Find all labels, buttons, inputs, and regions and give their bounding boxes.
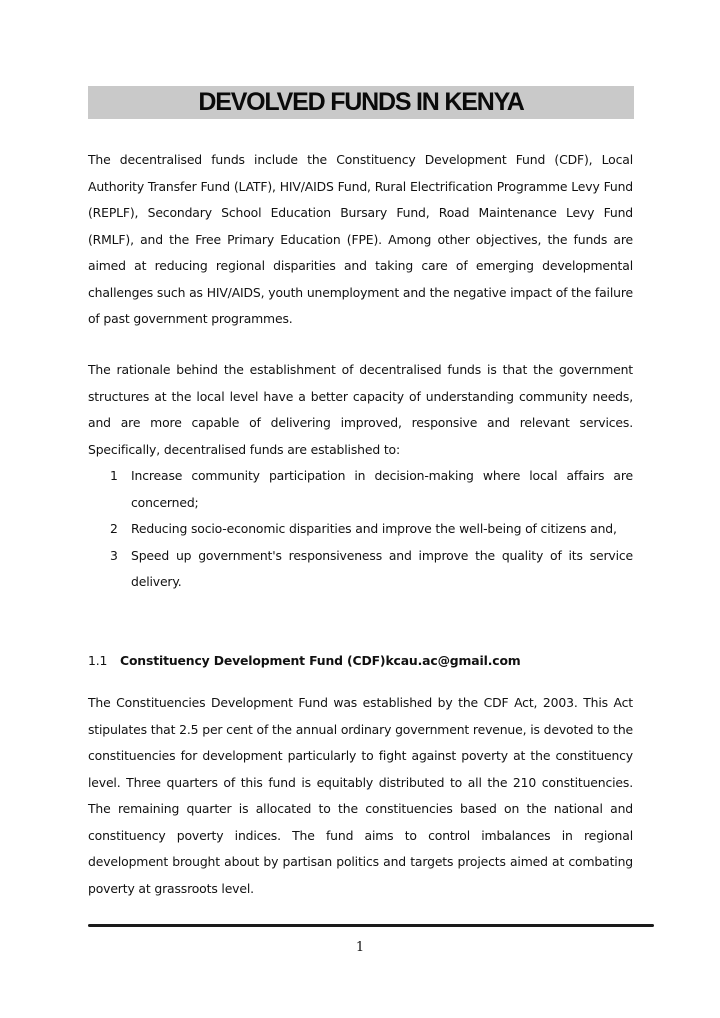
list-item bbox=[88, 543, 633, 596]
title-band bbox=[88, 86, 634, 119]
page-number: 1 bbox=[355, 940, 365, 955]
list-item bbox=[88, 516, 633, 543]
objectives-list bbox=[88, 463, 633, 596]
list-item bbox=[88, 463, 633, 516]
list-item-number: 2 bbox=[110, 521, 118, 536]
intro-paragraph: The decentralised funds include the Constituency Development Fund (CDF), Local Authority Transfer Fund (LATF), HIV/AIDS Fund, Rural Electrification Programme Levy Fund (REPLF), Secondary School Education Bursary Fund, Road Maintenance Levy Fund (RMLF), and the Free Primary Education (FPE). Among other objectives, the funds are aimed at reducing regional disparities and taking care of emerging developmental challenges such as HIV/AIDS, youth unemployment and the negative impact of the failure of past government programmes. bbox=[88, 152, 633, 326]
section-heading bbox=[88, 650, 633, 672]
list-item-text: Increase community participation in decision-making where local affairs are concerned; bbox=[131, 468, 633, 510]
section-title: Constituency Development Fund (CDF)kcau.ac@gmail.com bbox=[120, 653, 521, 668]
rationale-paragraph: The rationale behind the establishment of decentralised funds is that the government structures at the local level have a better capacity of understanding community needs, and are more capable of delivering improved, responsive and relevant services. Specifically, decentralised funds are established to: bbox=[88, 362, 633, 457]
cdf-paragraph: The Constituencies Development Fund was established by the CDF Act, 2003. This Act stipulates that 2.5 per cent of the annual ordinary government revenue, is devoted to the constituencies for development particularly to fight against poverty at the constituency level. Three quarters of this fund is equitably distributed to all the 210 constituencies. The remaining quarter is allocated to the constituencies based on the national and constituency poverty indices. The fund aims to control imbalances in regional development brought about by partisan politics and targets projects aimed at combating poverty at grassroots level. bbox=[88, 695, 633, 896]
footer-rule bbox=[88, 924, 654, 927]
list-item-text: Reducing socio-economic disparities and improve the well-being of citizens and, bbox=[131, 521, 617, 536]
list-item-text: Speed up government's responsiveness and improve the quality of its service delivery. bbox=[131, 547, 633, 589]
section-number: 1.1 bbox=[88, 653, 108, 668]
list-item-number: 1 bbox=[110, 468, 118, 483]
list-item-number: 3 bbox=[110, 547, 118, 563]
page-title: DEVOLVED FUNDS IN KENYA bbox=[198, 88, 524, 116]
